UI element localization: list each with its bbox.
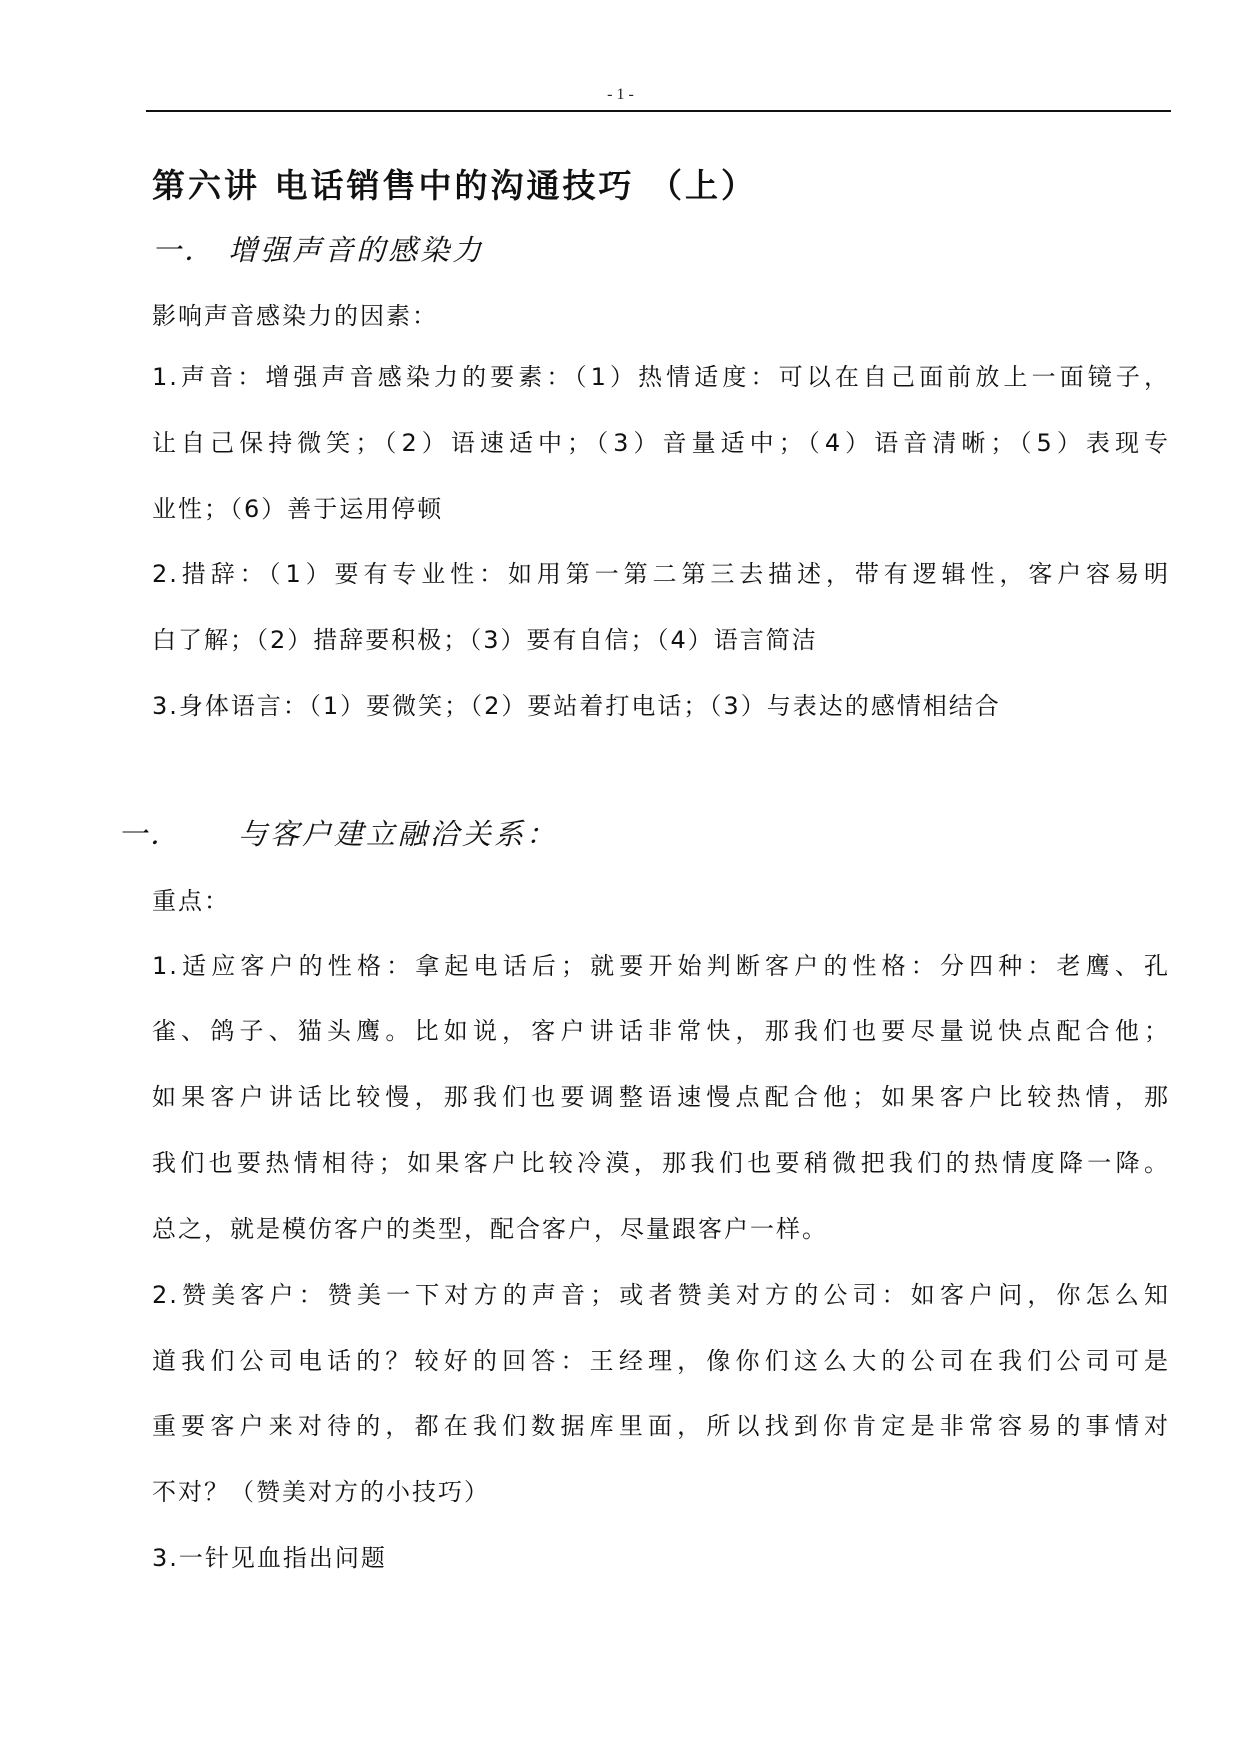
paragraph-line: 业性；（6）善于运用停顿	[152, 495, 444, 523]
page-title: 第六讲 电话销售中的沟通技巧 （上）	[152, 166, 757, 205]
paragraph-line: 3.身体语言：（1）要微笑；（2）要站着打电话；（3）与表达的感情相结合	[152, 692, 1001, 720]
section-1-intro: 影响声音感染力的因素：	[152, 302, 438, 330]
paragraph-line: 白了解；（2）措辞要积极；（3）要有自信；（4）语言简洁	[152, 626, 818, 654]
paragraph-line: 2.赞美客户：赞美一下对方的声音；或者赞美对方的公司：如客户问，你怎么知	[152, 1281, 1170, 1309]
paragraph-line: 2.措辞：（1）要有专业性：如用第一第二第三去描述，带有逻辑性，客户容易明	[152, 560, 1170, 588]
paragraph-line: 1.声音：增强声音感染力的要素：（1）热情适度：可以在自己面前放上一面镜子，	[152, 363, 1170, 391]
section-2-heading-text: 与客户建立融洽关系：	[238, 817, 559, 851]
paragraph-line: 不对？（赞美对方的小技巧）	[152, 1478, 490, 1506]
paragraph-line: 让自己保持微笑；（2）语速适中；（3）音量适中；（4）语音清晰；（5）表现专	[152, 429, 1170, 457]
paragraph-line: 雀、鸽子、猫头鹰。比如说，客户讲话非常快，那我们也要尽量说快点配合他；	[152, 1017, 1170, 1045]
paragraph-line: 道我们公司电话的？较好的回答：王经理，像你们这么大的公司在我们公司可是	[152, 1347, 1170, 1375]
paragraph-line: 3.一针见血指出问题	[152, 1544, 387, 1572]
paragraph-line: 总之，就是模仿客户的类型，配合客户，尽量跟客户一样。	[152, 1215, 828, 1243]
section-2-heading	[118, 812, 558, 853]
section-1-heading: 一． 增强声音的感染力	[152, 233, 485, 267]
paragraph-line: 如果客户讲话比较慢，那我们也要调整语速慢点配合他；如果客户比较热情，那	[152, 1083, 1170, 1111]
paragraph-line: 我们也要热情相待；如果客户比较冷漠，那我们也要稍微把我们的热情度降一降。	[152, 1149, 1170, 1177]
section-2-heading-number: 一．	[118, 817, 183, 851]
paragraph-line: 1.适应客户的性格：拿起电话后；就要开始判断客户的性格：分四种：老鹰、孔	[152, 952, 1170, 980]
paragraph-line: 重要客户来对待的，都在我们数据库里面，所以找到你肯定是非常容易的事情对	[152, 1412, 1170, 1440]
page-number: - 1 -	[607, 86, 634, 103]
section-2-intro: 重点：	[152, 887, 230, 915]
header-rule	[146, 110, 1171, 112]
